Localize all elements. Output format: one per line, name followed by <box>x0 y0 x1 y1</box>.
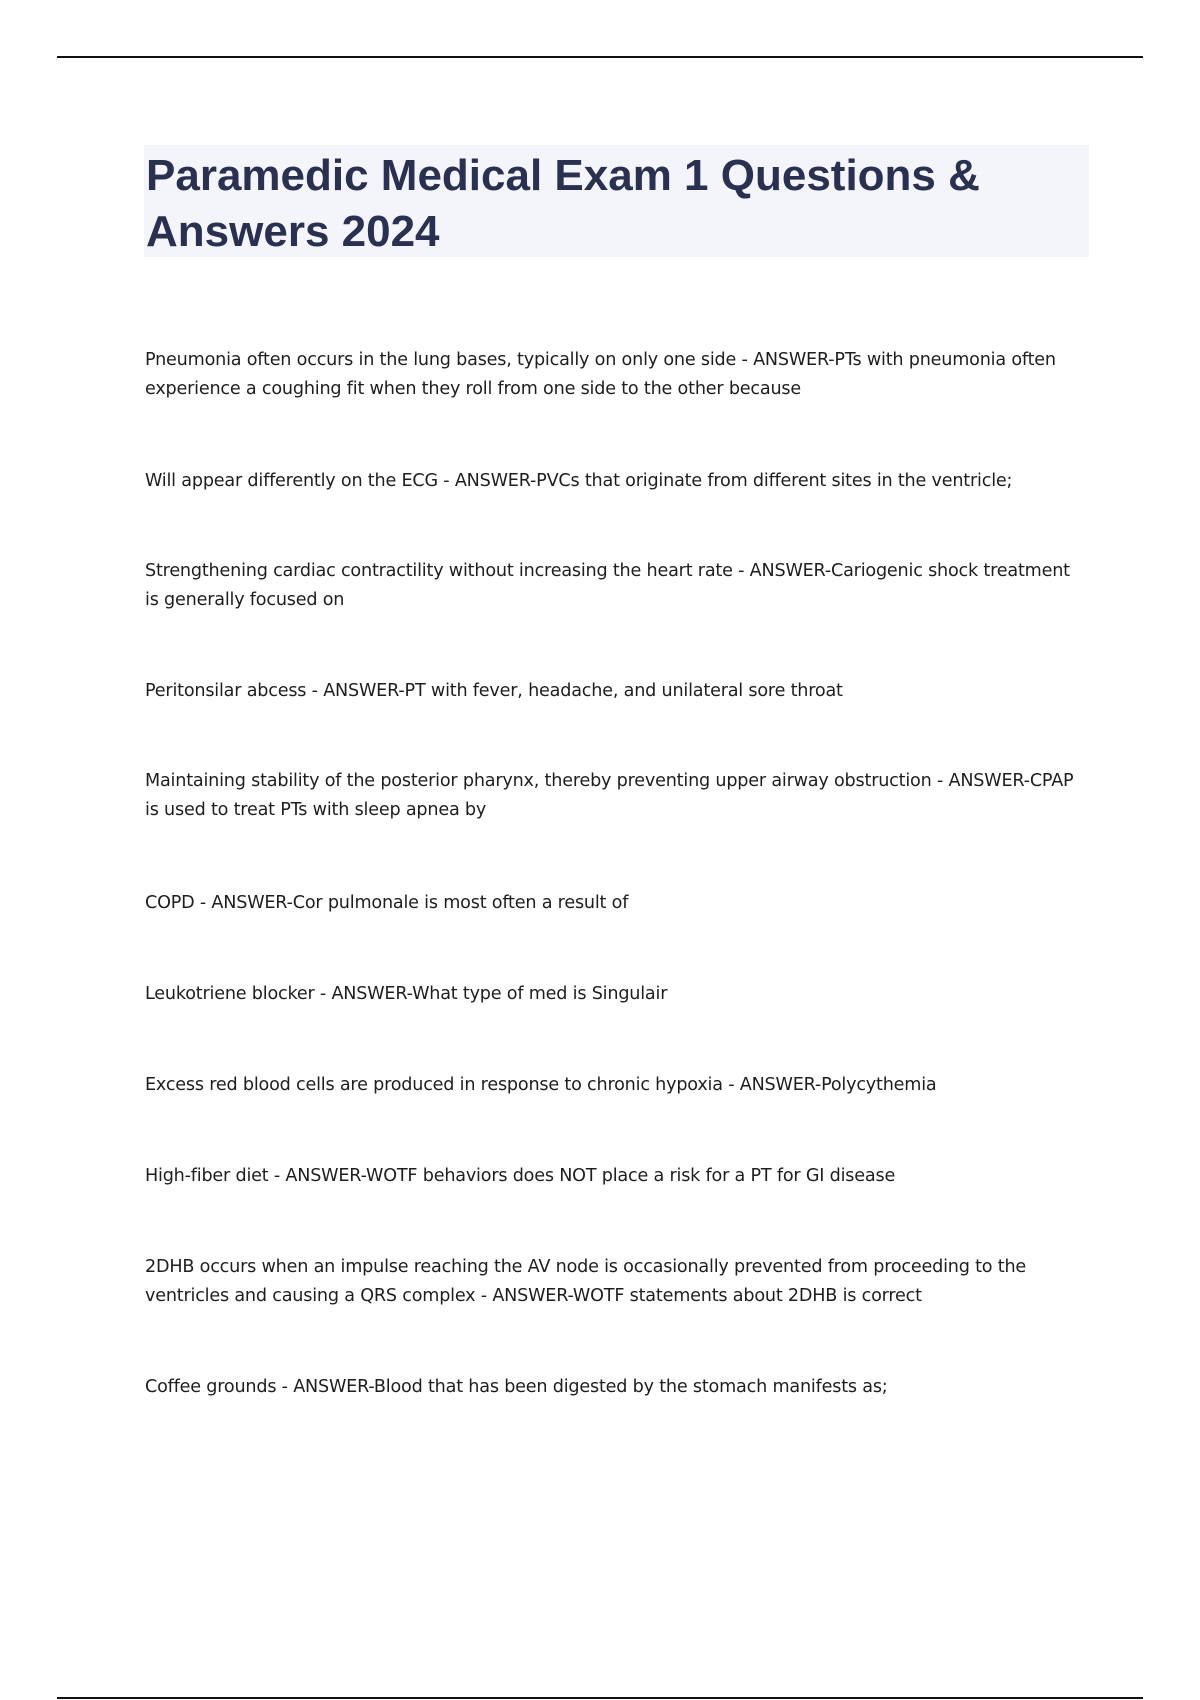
qa-item: Will appear differently on the ECG - ANSWER-PVCs that originate from different sites in the ventricle; <box>145 471 1013 491</box>
qa-item: Excess red blood cells are produced in response to chronic hypoxia - ANSWER-Polycythemia <box>145 1075 937 1095</box>
qa-item: Pneumonia often occurs in the lung bases, typically on only one side - ANSWER-PTs with pneumonia often experience a coughing fit when they roll from one side to the other because <box>145 350 1056 399</box>
page-title: Paramedic Medical Exam 1 Questions & Answers 2024 <box>146 151 980 256</box>
qa-item: Peritonsilar abcess - ANSWER-PT with fever, headache, and unilateral sore throat <box>145 681 843 701</box>
qa-item: Maintaining stability of the posterior pharynx, thereby preventing upper airway obstruction - ANSWER-CPAP is used to treat PTs with sleep apnea by <box>145 771 1074 820</box>
qa-item: 2DHB occurs when an impulse reaching the AV node is occasionally prevented from proceeding to the ventricles and causing a QRS complex - ANSWER-WOTF statements about 2DHB is correct <box>145 1257 1027 1306</box>
top-divider <box>57 56 1143 58</box>
qa-item: High-fiber diet - ANSWER-WOTF behaviors does NOT place a risk for a PT for GI disease <box>145 1166 896 1186</box>
bottom-divider <box>57 1697 1143 1699</box>
qa-item: Strengthening cardiac contractility without increasing the heart rate - ANSWER-Cariogenic shock treatment is generally focused on <box>145 561 1070 610</box>
qa-item: Leukotriene blocker - ANSWER-What type of med is Singulair <box>145 984 668 1004</box>
qa-item: Coffee grounds - ANSWER-Blood that has been digested by the stomach manifests as; <box>145 1377 888 1397</box>
qa-item: COPD - ANSWER-Cor pulmonale is most often a result of <box>145 893 629 913</box>
